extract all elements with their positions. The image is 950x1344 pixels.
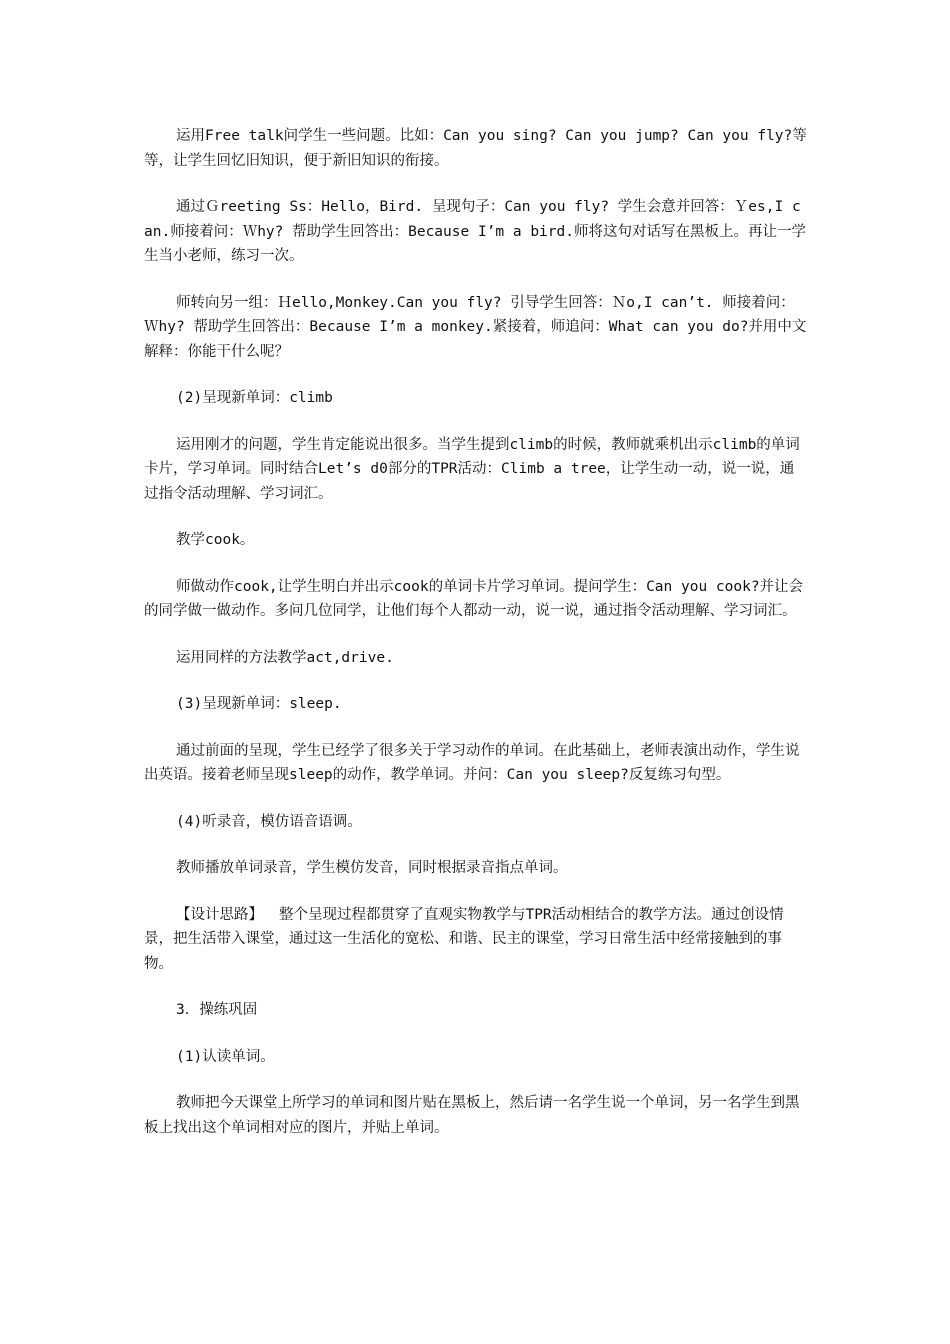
paragraph-act-drive: 运用同样的方法教学act,drive. (176, 649, 394, 666)
paragraph-design-idea: 【设计思路】 整个呈现过程都贯穿了直观实物教学与TPR活动相结合的教学方法。通过创设情景，把生活带入课堂，通过这一生活化的宽松、和谐、民主的课堂，学习日常生活中经常接触到的事物。 (144, 906, 784, 972)
heading-listen-recording: (4)听录音，模仿语音语调。 (176, 813, 362, 830)
paragraph-blackboard-activity: 教师把今天课堂上所学习的单词和图片贴在黑板上，然后请一名学生说一个单词，另一名学生到黑板上找出这个单词相对应的图片，并贴上单词。 (144, 1095, 800, 1136)
document-body (144, 124, 808, 1162)
heading-new-word-sleep: (3)呈现新单词：sleep. (176, 696, 342, 712)
paragraph-free-talk: 运用Free talk问学生一些问题。比如：Can you sing? Can you jump? Can you fly?等等，让学生回忆旧知识，便于新旧知识的衔接。 (144, 128, 807, 169)
paragraph-teach-sleep: 通过前面的呈现，学生已经学了很多关于学习动作的单词。在此基础上，老师表演出动作，学生说出英语。接着老师呈现sleep的动作，教学单词。并问：Can you sleep?反复练习句型。 (144, 742, 800, 783)
heading-teach-cook: 教学cook。 (176, 532, 255, 548)
heading-read-words: (1)认读单词。 (176, 1048, 275, 1065)
paragraph-monkey-dialog: 师转向另一组：Ｈello,Monkey.Can you fly? 引导学生回答：Ｎo,I can’t. 师接着问：Ｗhy? 帮助学生回答出：Because I’m a monkey.紧接着，师追问：What can you do?并用中文解释：你能干什么呢？ (144, 294, 807, 360)
paragraph-teach-cook: 师做动作cook,让学生明白并出示cook的单词卡片学习单词。提问学生：Can you cook?并让会的同学做一做动作。多问几位同学，让他们每个人都动一动，说一说，通过指令活动理解、学习词汇。 (144, 578, 804, 619)
paragraph-greeting-bird: 通过Ｇreeting Ss：Hello，Bird. 呈现句子：Can you fly? 学生会意并回答：Ｙes,I can.师接着问：Ｗhy? 帮助学生回答出：Because I’m a bird.师将这句对话写在黑板上。再让一学生当小老师，练习一次。 (144, 199, 806, 264)
paragraph-teach-climb: 运用刚才的问题，学生肯定能说出很多。当学生提到climb的时候，教师就乘机出示climb的单词卡片，学习单词。同时结合Let’s d0部分的TPR活动：Climb a tree，让学生动一动，说一说，通过指令活动理解、学习词汇。 (144, 436, 800, 502)
heading-new-word-climb: (2)呈现新单词：climb (176, 390, 333, 406)
paragraph-play-recording: 教师播放单词录音，学生模仿发音，同时根据录音指点单词。 (176, 860, 568, 876)
heading-practice-consolidation: 3．操练巩固 (176, 1002, 258, 1018)
